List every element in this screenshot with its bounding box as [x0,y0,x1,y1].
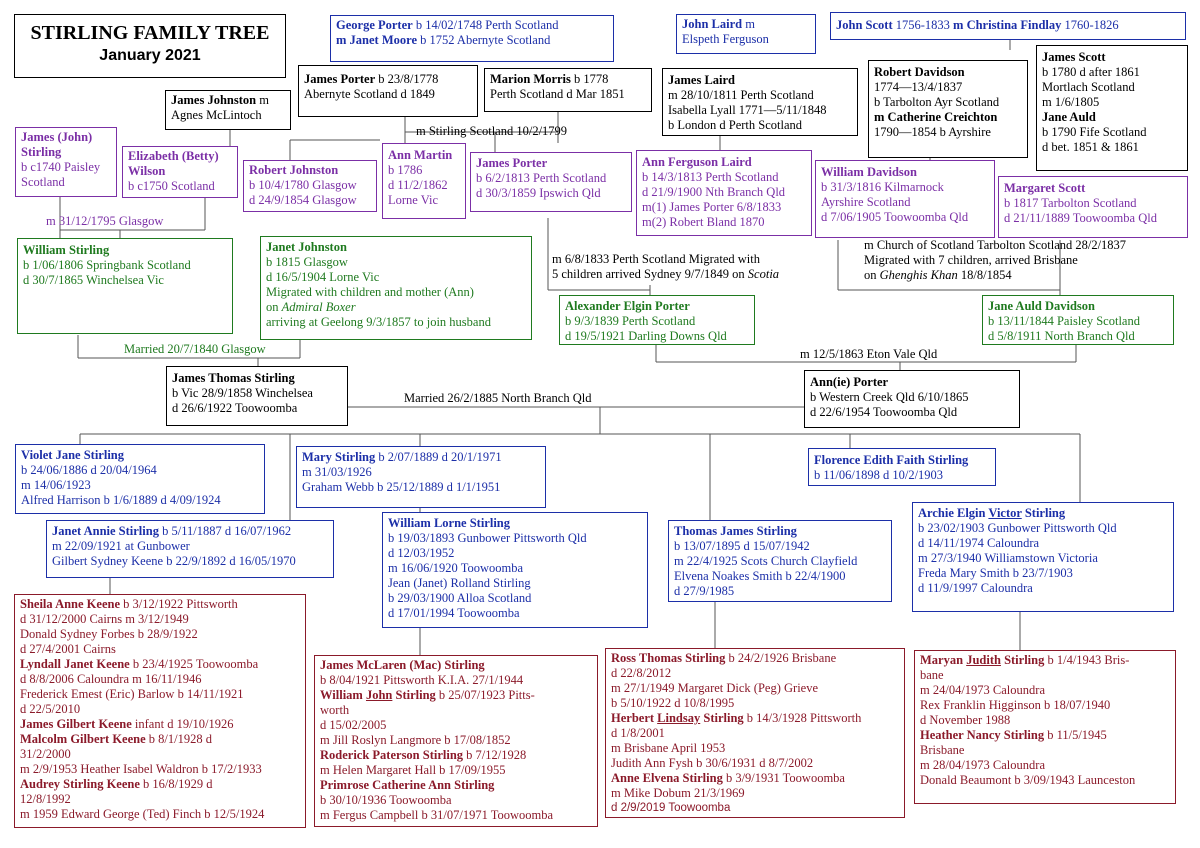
marriage-note-1837: m Church of Scotland Tarbolton Scotland 28/2/1837 Migrated with 7 children, arrived Brisbane on Ghenghis Khan 18/8/1854 [864,238,1127,282]
person-archie-elgin-victor-stirling: Archie Elgin Victor Stirling b 23/02/1903 Gunbower Pittsworth Qld d 14/11/1974 Caloundra m 27/3/1940 Williamstown Victoria Freda Mary Smith b 23/7/1903 d 11/9/1997 Caloundra [912,502,1174,612]
person-ann-martin: Ann Martin b 1786 d 11/2/1862 Lorne Vic [382,143,466,219]
marriage-note-1795: m 31/12/1795 Glasgow [46,214,164,228]
person-marion-morris: Marion Morris b 1778 Perth Scotland d Mar 1851 [484,68,652,112]
marriage-note-1833: m 6/8/1833 Perth Scotland Migrated with 5 children arrived Sydney 9/7/1849 on Scotia [552,252,780,281]
person-alexander-elgin-porter: Alexander Elgin Porter b 9/3/1839 Perth Scotland d 19/5/1921 Darling Downs Qld [559,295,755,345]
marriage-note-1840: Married 20/7/1840 Glasgow [124,342,266,356]
person-james-thomas-stirling: James Thomas Stirling b Vic 28/9/1858 Winchelsea d 26/6/1922 Toowoomba [166,366,348,426]
person-william-davidson: William Davidson b 31/3/1816 Kilmarnock Ayrshire Scotland d 7/06/1905 Toowoomba Qld [815,160,995,238]
keene-family-box: Sheila Anne Keene b 3/12/1922 Pittsworth d 31/12/2000 Cairns m 3/12/1949 Donald Sydney Forbes b 28/9/1922 d 27/4/2001 Cairns Lyndall Janet Keene b 23/4/1925 Toowoomba d 8/8/2006 Caloundra m 16/11/1946 Frederick Emest (Eric) Barlow b 14/11/1921 d 22/5/2010 James Gilbert Keene infant d 19/10/1926 Malcolm Gilbert Keene b 8/1/1928 d 31/2/2000 m 2/9/1953 Heather Isabel Waldron b 17/2/1933 Audrey Stirling Keene b 16/8/1929 d 12/8/1992 m 1959 Edward George (Ted) Finch b 12/5/1924 [14,594,306,828]
person-james-scott: James Scott b 1780 d after 1861 Mortlach Scotland m 1/6/1805 Jane Auld b 1790 Fife Scotland d bet. 1851 & 1861 [1036,45,1188,171]
person-george-porter: George Porter b 14/02/1748 Perth Scotland m Janet Moore b 1752 Abernyte Scotland [330,15,614,62]
person-janet-annie-stirling: Janet Annie Stirling b 5/11/1887 d 16/07/1962 m 22/09/1921 at Gunbower Gilbert Sydney Keene b 22/9/1892 d 16/05/1970 [46,520,334,578]
page-title: STIRLING FAMILY TREE [30,22,270,44]
person-violet-jane-stirling: Violet Jane Stirling b 24/06/1886 d 20/04/1964 m 14/06/1923 Alfred Harrison b 1/6/1889 d 4/09/1924 [15,444,265,514]
person-william-stirling: William Stirling b 1/06/1806 Springbank Scotland d 30/7/1865 Winchelsea Vic [17,238,233,334]
person-james-porter-sr: James Porter b 23/8/1778 Abernyte Scotland d 1849 [298,65,478,117]
page-subtitle: January 2021 [99,47,201,64]
person-james-porter-jr: James Porter b 6/2/1813 Perth Scotland d 30/3/1859 Ipswich Qld [470,152,632,212]
person-james-laird: James Laird m 28/10/1811 Perth Scotland Isabella Lyall 1771—5/11/1848 b London d Perth Scotland [662,68,858,136]
person-ann-ferguson-laird: Ann Ferguson Laird b 14/3/1813 Perth Scotland d 21/9/1900 Nth Branch Qld m(1) James Porter 6/8/1833 m(2) Robert Bland 1870 [636,150,812,236]
person-jane-auld-davidson: Jane Auld Davidson b 13/11/1844 Paisley Scotland d 5/8/1911 North Branch Qld [982,295,1174,345]
marriage-note-1885: Married 26/2/1885 North Branch Qld [404,391,592,405]
marriage-note-porter-morris: m Stirling Scotland 10/2/1799 [416,124,568,138]
person-margaret-scott: Margaret Scott b 1817 Tarbolton Scotland d 21/11/1889 Toowoomba Qld [998,176,1188,238]
person-thomas-james-stirling: Thomas James Stirling b 13/07/1895 d 15/07/1942 m 22/4/1925 Scots Church Clayfield Elvena Noakes Smith b 22/4/1900 d 27/9/1985 [668,520,892,602]
thomas-james-family-box: Ross Thomas Stirling b 24/2/1926 Brisbane d 22/8/2012 m 27/1/1949 Margaret Dick (Peg) Grieve b 5/10/1922 d 10/8/1995 Herbert Lindsay Stirling b 14/3/1928 Pittsworth d 1/8/2001 m Brisbane April 1953 Judith Ann Fysh b 30/6/1931 d 8/7/2002 Anne Elvena Stirling b 3/9/1931 Toowoomba m Mike Dobum 21/3/1969 d 2/9/2019 Toowoomba [605,648,905,818]
person-robert-davidson: Robert Davidson 1774—13/4/1837 b Tarbolton Ayr Scotland m Catherine Creichton 1790—1854 b Ayrshire [868,60,1028,158]
person-florence-stirling: Florence Edith Faith Stirling b 11/06/1898 d 10/2/1903 [808,448,996,486]
person-janet-johnston: Janet Johnston b 1815 Glasgow d 16/5/1904 Lorne Vic Migrated with children and mother (Ann) on Admiral Boxer arriving at Geelong 9/3/1857 to join husband [260,236,532,340]
person-mary-stirling: Mary Stirling b 2/07/1889 d 20/1/1971 m 31/03/1926 Graham Webb b 25/12/1889 d 1/1/1951 [296,446,546,508]
archie-family-box: Maryan Judith Stirling b 1/4/1943 Bris- bane m 24/04/1973 Caloundra Rex Franklin Higginson b 18/07/1940 d November 1988 Heather Nancy Stirling b 11/5/1945 Brisbane m 28/04/1973 Caloundra Donald Beaumont b 3/09/1943 Launceston [914,650,1176,804]
person-james-johnston: James Johnston m Agnes McLintoch [165,90,291,130]
person-annie-porter: Ann(ie) Porter b Western Creek Qld 6/10/1865 d 22/6/1954 Toowoomba Qld [804,370,1020,428]
person-john-laird: John Laird m Elspeth Ferguson [676,14,816,54]
marriage-note-1863: m 12/5/1863 Eton Vale Qld [800,347,938,361]
title-box [14,14,286,78]
person-elizabeth-wilson: Elizabeth (Betty) Wilson b c1750 Scotland [122,146,238,198]
person-william-lorne-stirling: William Lorne Stirling b 19/03/1893 Gunbower Pittsworth Qld d 12/03/1952 m 16/06/1920 Toowoomba Jean (Janet) Rolland Stirling b 29/03/1900 Alloa Scotland d 17/01/1994 Toowoomba [382,512,648,628]
william-lorne-family-box: James McLaren (Mac) Stirling b 8/04/1921 Pittsworth K.I.A. 27/1/1944 William John Stirling b 25/07/1923 Pitts- worth d 15/02/2005 m Jill Roslyn Langmore b 17/08/1852 Roderick Paterson Stirling b 7/12/1928 m Helen Margaret Hall b 17/09/1955 Primrose Catherine Ann Stirling b 30/10/1936 Toowoomba m Fergus Campbell b 31/07/1971 Toowoomba [314,655,598,827]
person-james-john-stirling: James (John) Stirling b c1740 Paisley Scotland [15,127,117,197]
person-robert-johnston: Robert Johnston b 10/4/1780 Glasgow d 24/9/1854 Glasgow [243,160,377,212]
person-john-scott: John Scott 1756-1833 m Christina Findlay 1760-1826 [830,12,1186,40]
